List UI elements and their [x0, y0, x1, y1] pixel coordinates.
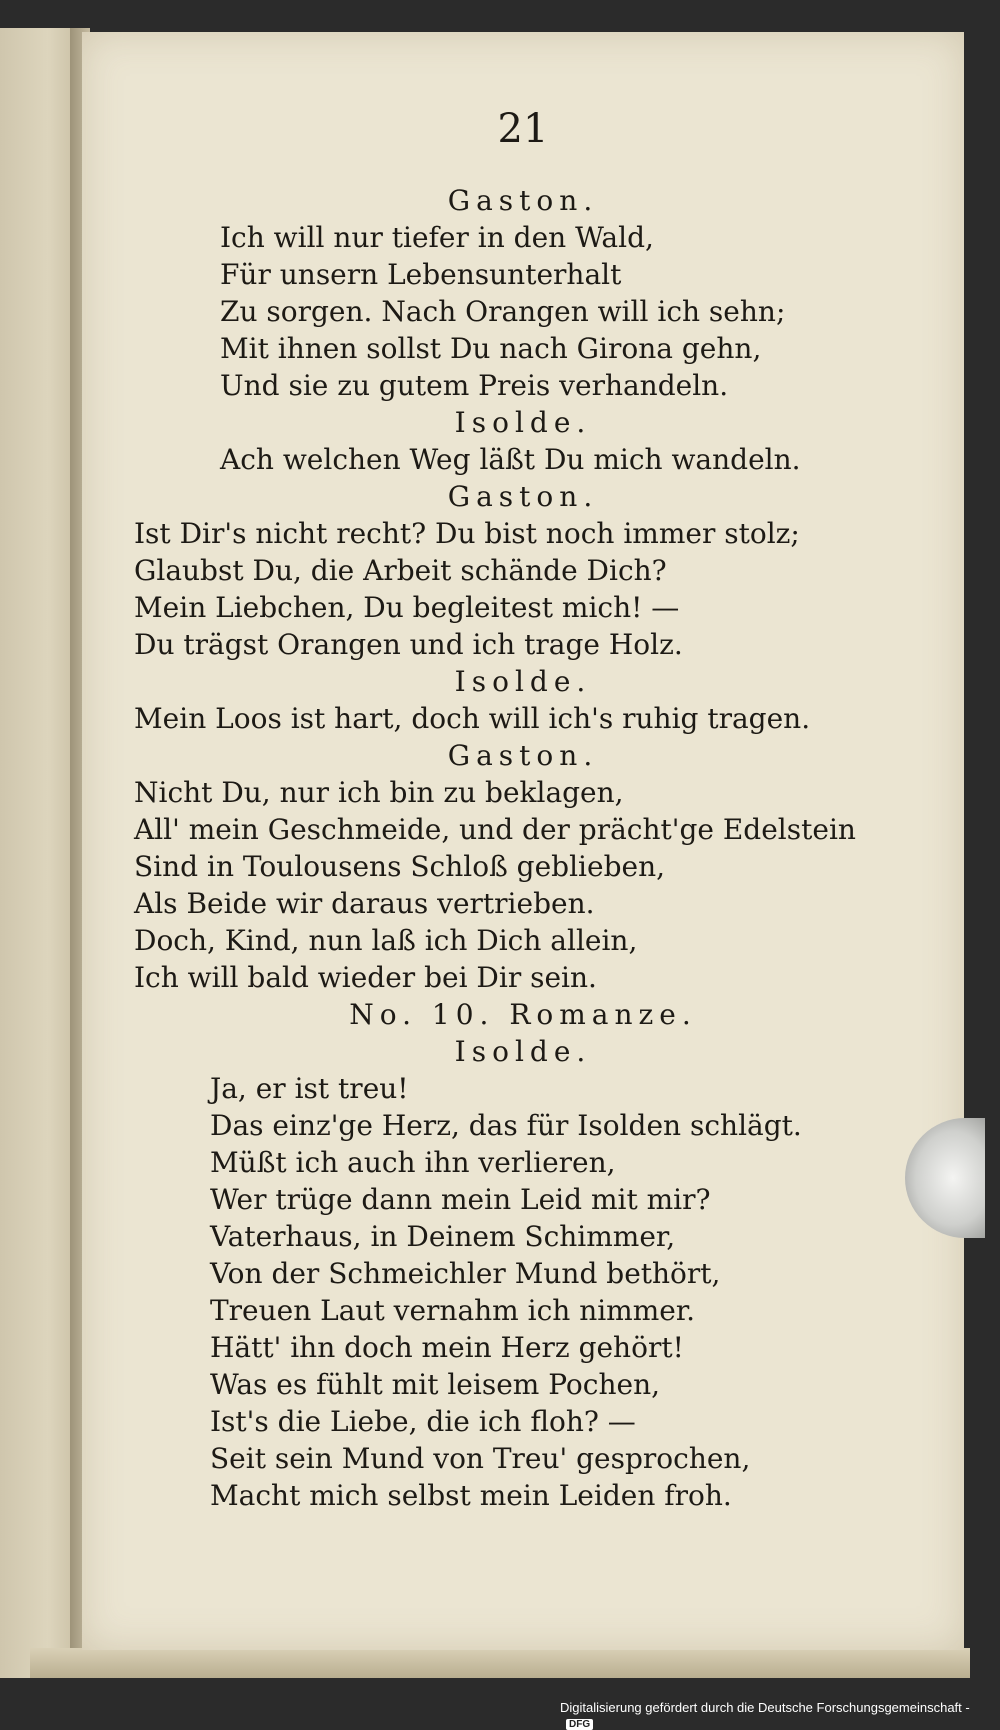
- text-block: [82, 182, 964, 1514]
- speaker-heading: Gaston.: [447, 739, 599, 772]
- verse-line: Nicht Du, nur ich bin zu beklagen,: [134, 776, 624, 809]
- page-stack-edge: [30, 1648, 970, 1678]
- verse-line: Hätt' ihn doch mein Herz gehört!: [210, 1331, 684, 1364]
- speaker-heading: Gaston.: [447, 184, 599, 217]
- verse-line: Vaterhaus, in Deinem Schimmer,: [210, 1220, 676, 1253]
- verse-line: Ja, er ist treu!: [210, 1072, 409, 1105]
- verse-line: Was es fühlt mit leisem Pochen,: [210, 1368, 660, 1401]
- verse-line: Doch, Kind, nun laß ich Dich allein,: [134, 924, 638, 957]
- verse-line: Von der Schmeichler Mund bethört,: [210, 1257, 721, 1290]
- verse-line: Ach welchen Weg läßt Du mich wandeln.: [220, 443, 801, 476]
- verse-line: Zu sorgen. Nach Orangen will ich sehn;: [220, 295, 786, 328]
- verse-line: All' mein Geschmeide, und der prächt'ge Edelstein: [134, 813, 856, 846]
- verse-line: Mit ihnen sollst Du nach Girona gehn,: [220, 332, 762, 365]
- verse-line: Wer trüge dann mein Leid mit mir?: [210, 1183, 711, 1216]
- page-number: 21: [497, 106, 549, 152]
- speaker-heading: Isolde.: [454, 665, 592, 698]
- verse-line: Für unsern Lebensunterhalt: [220, 258, 622, 291]
- verse-line: Treuen Laut vernahm ich nimmer.: [210, 1294, 696, 1327]
- book-page: [82, 32, 964, 1650]
- facing-page-edge: [0, 28, 80, 1678]
- verse-line: Ist's die Liebe, die ich floh? —: [210, 1405, 636, 1438]
- verse-line: Du trägst Orangen und ich trage Holz.: [134, 628, 683, 661]
- verse-line: Sind in Toulousens Schloß geblieben,: [134, 850, 666, 883]
- dfg-logo: DFG: [566, 1719, 593, 1730]
- speaker-heading: No. 10. Romanze.: [349, 998, 697, 1031]
- verse-line: Mein Liebchen, Du begleitest mich! —: [134, 591, 680, 624]
- verse-line: Das einz'ge Herz, das für Isolden schlägt.: [210, 1109, 802, 1142]
- verse-line: Als Beide wir daraus vertrieben.: [134, 887, 595, 920]
- verse-line: Glaubst Du, die Arbeit schände Dich?: [134, 554, 667, 587]
- speaker-heading: Gaston.: [447, 480, 599, 513]
- verse-line: Seit sein Mund von Treu' gesprochen,: [210, 1442, 751, 1475]
- verse-line: Müßt ich auch ihn verlieren,: [210, 1146, 616, 1179]
- verse-line: Ich will bald wieder bei Dir sein.: [134, 961, 597, 994]
- verse-line: Und sie zu gutem Preis verhandeln.: [220, 369, 729, 402]
- verse-line: Ich will nur tiefer in den Wald,: [220, 221, 654, 254]
- verse-line: Mein Loos ist hart, doch will ich's ruhig tragen.: [134, 702, 811, 735]
- verse-line: Ist Dir's nicht recht? Du bist noch immer stolz;: [134, 517, 800, 550]
- footer-credit-text: Digitalisierung gefördert durch die Deutsche Forschungsgemeinschaft -: [560, 1700, 970, 1715]
- speaker-heading: Isolde.: [454, 1035, 592, 1068]
- verse-line: Macht mich selbst mein Leiden froh.: [210, 1479, 732, 1512]
- speaker-heading: Isolde.: [454, 406, 592, 439]
- footer-credit: [560, 1700, 1000, 1730]
